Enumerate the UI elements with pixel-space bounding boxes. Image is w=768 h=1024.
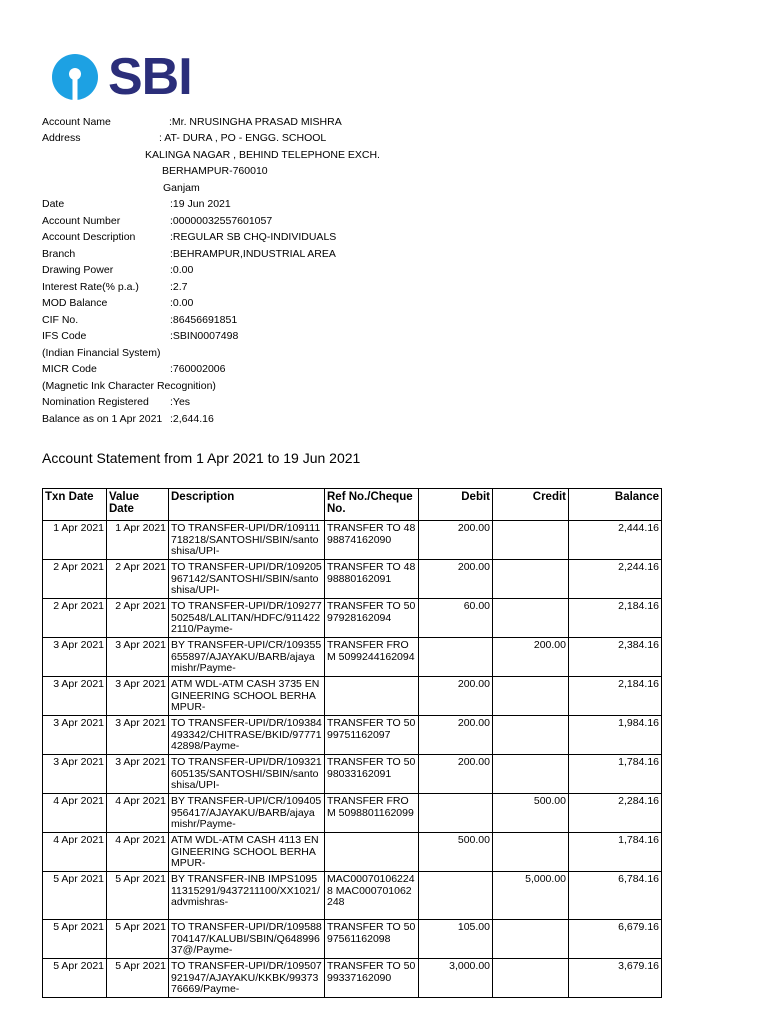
header-debit: Debit <box>419 489 493 521</box>
balance-cell: 6,784.16 <box>569 872 662 920</box>
balance-cell: 2,184.16 <box>569 599 662 638</box>
balance-cell: 1,784.16 <box>569 755 662 794</box>
header-ref-no: Ref No./Cheque No. <box>325 489 419 521</box>
table-header-row <box>43 489 662 521</box>
value-date-cell: 5 Apr 2021 <box>107 872 169 920</box>
value-date-cell: 5 Apr 2021 <box>107 920 169 959</box>
description-cell <box>169 872 325 920</box>
credit-cell <box>493 833 569 872</box>
ref-text: TRANSFER FROM 5099244162094 <box>327 640 415 663</box>
account-info-row <box>42 163 642 179</box>
ref-text: TRANSFER TO 5099337162090 <box>327 961 416 984</box>
table-row <box>43 833 662 872</box>
debit-cell: 200.00 <box>419 677 493 716</box>
ref-no-cell <box>325 638 419 677</box>
balance-cell: 2,244.16 <box>569 560 662 599</box>
info-value: :BEHRAMPUR,INDUSTRIAL AREA <box>170 248 336 260</box>
info-value: Ganjam <box>163 182 200 194</box>
info-value: :Mr. NRUSINGHA PRASAD MISHRA <box>169 116 342 128</box>
header-value-date: Value Date <box>107 489 169 521</box>
account-info-row <box>42 279 642 295</box>
header-balance: Balance <box>569 489 662 521</box>
account-info-row <box>42 312 642 328</box>
table-row <box>43 716 662 755</box>
description-text: TO TRANSFER-UPI/DR/109384493342/CHITRASE/BKID/9777142898/Payme- <box>171 718 322 752</box>
account-info-row <box>42 378 642 394</box>
ref-no-cell <box>325 833 419 872</box>
info-label: Drawing Power <box>42 264 114 276</box>
info-label: Balance as on 1 Apr 2021 <box>42 413 163 425</box>
txn-date-cell: 1 Apr 2021 <box>43 521 107 560</box>
credit-cell <box>493 716 569 755</box>
description-text: TO TRANSFER-UPI/DR/109205967142/SANTOSHI/SBIN/santoshisa/UPI- <box>171 562 322 596</box>
ref-no-cell <box>325 794 419 833</box>
info-value: :0.00 <box>170 297 194 309</box>
account-info-row <box>42 147 642 163</box>
info-value: KALINGA NAGAR , BEHIND TELEPHONE EXCH. <box>145 149 380 161</box>
balance-cell: 2,184.16 <box>569 677 662 716</box>
description-cell <box>169 599 325 638</box>
description-cell <box>169 794 325 833</box>
sbi-keyhole-icon <box>50 52 100 102</box>
account-info-row <box>42 361 642 377</box>
value-date-cell: 5 Apr 2021 <box>107 959 169 998</box>
description-cell <box>169 560 325 599</box>
info-label: MICR Code <box>42 363 97 375</box>
account-info-row <box>42 229 642 245</box>
debit-cell: 60.00 <box>419 599 493 638</box>
description-text: TO TRANSFER-UPI/DR/109277502548/LALITAN/HDFC/9114222110/Payme- <box>171 601 322 635</box>
debit-cell <box>419 872 493 920</box>
ref-no-cell <box>325 677 419 716</box>
description-text: TO TRANSFER-UPI/DR/109588704147/KALUBI/SBIN/Q64899637@/Payme- <box>171 922 322 956</box>
table-row <box>43 521 662 560</box>
account-info-row <box>42 262 642 278</box>
description-cell <box>169 638 325 677</box>
credit-cell: 5,000.00 <box>493 872 569 920</box>
txn-date-cell: 3 Apr 2021 <box>43 677 107 716</box>
header-credit: Credit <box>493 489 569 521</box>
info-label: (Indian Financial System) <box>42 347 161 359</box>
ref-text: TRANSFER TO 5097561162098 <box>327 922 416 945</box>
credit-cell <box>493 599 569 638</box>
info-label: Date <box>42 198 65 210</box>
txn-date-cell: 5 Apr 2021 <box>43 920 107 959</box>
table-row <box>43 794 662 833</box>
description-cell <box>169 677 325 716</box>
ref-no-cell <box>325 560 419 599</box>
txn-date-cell: 4 Apr 2021 <box>43 833 107 872</box>
info-label: Address <box>42 132 81 144</box>
info-label: Account Description <box>42 231 136 243</box>
debit-cell: 105.00 <box>419 920 493 959</box>
table-row <box>43 872 662 920</box>
info-value: :760002006 <box>170 363 226 375</box>
info-value: :2,644.16 <box>170 413 214 425</box>
table-row <box>43 755 662 794</box>
txn-date-cell: 5 Apr 2021 <box>43 959 107 998</box>
table-row <box>43 920 662 959</box>
ref-no-cell <box>325 920 419 959</box>
table-row <box>43 677 662 716</box>
ref-text: TRANSFER TO 5098033162091 <box>327 757 416 780</box>
debit-cell: 3,000.00 <box>419 959 493 998</box>
info-label: Nomination Registered <box>42 396 149 408</box>
table-row <box>43 599 662 638</box>
ref-no-cell <box>325 755 419 794</box>
ref-text: MAC000701062248 MAC000701062248 <box>327 874 415 908</box>
description-text: ATM WDL-ATM CASH 4113 ENGINEERING SCHOOL BERHAMPUR- <box>171 835 319 869</box>
value-date-cell: 2 Apr 2021 <box>107 599 169 638</box>
info-value: :86456691851 <box>170 314 238 326</box>
debit-cell <box>419 638 493 677</box>
debit-cell: 200.00 <box>419 716 493 755</box>
ref-text: TRANSFER TO 5097928162094 <box>327 601 416 624</box>
account-info-row <box>42 328 642 344</box>
credit-cell <box>493 521 569 560</box>
info-value: :2.7 <box>170 281 188 293</box>
description-cell <box>169 833 325 872</box>
balance-cell: 1,784.16 <box>569 833 662 872</box>
account-info-row <box>42 114 642 130</box>
ref-text: TRANSFER TO 4898880162091 <box>327 562 416 585</box>
balance-cell: 1,984.16 <box>569 716 662 755</box>
info-label: MOD Balance <box>42 297 108 309</box>
value-date-cell: 3 Apr 2021 <box>107 755 169 794</box>
info-label: IFS Code <box>42 330 87 342</box>
description-cell <box>169 521 325 560</box>
value-date-cell: 2 Apr 2021 <box>107 560 169 599</box>
info-value: :SBIN0007498 <box>170 330 239 342</box>
debit-cell: 500.00 <box>419 833 493 872</box>
description-text: BY TRANSFER-UPI/CR/109355655897/AJAYAKU/BARB/ajayamishr/Payme- <box>171 640 322 674</box>
description-cell <box>169 755 325 794</box>
sbi-logo <box>50 48 192 106</box>
account-info-row <box>42 345 642 361</box>
description-text: BY TRANSFER-INB IMPS109511315291/9437211100/XX1021/advmishras- <box>171 874 320 908</box>
header-description: Description <box>169 489 325 521</box>
credit-cell: 200.00 <box>493 638 569 677</box>
info-value: :REGULAR SB CHQ-INDIVIDUALS <box>170 231 337 243</box>
txn-date-cell: 3 Apr 2021 <box>43 755 107 794</box>
description-text: TO TRANSFER-UPI/DR/109111718218/SANTOSHI/SBIN/santoshisa/UPI- <box>171 523 321 557</box>
txn-date-cell: 4 Apr 2021 <box>43 794 107 833</box>
account-info-row <box>42 394 642 410</box>
balance-cell: 2,384.16 <box>569 638 662 677</box>
description-cell <box>169 920 325 959</box>
info-label: (Magnetic Ink Character Recognition) <box>42 380 216 392</box>
description-text: ATM WDL-ATM CASH 3735 ENGINEERING SCHOOL BERHAMPUR- <box>171 679 320 713</box>
balance-cell: 3,679.16 <box>569 959 662 998</box>
account-info-row <box>42 295 642 311</box>
value-date-cell: 4 Apr 2021 <box>107 794 169 833</box>
account-info-row <box>42 196 642 212</box>
info-label: CIF No. <box>42 314 79 326</box>
account-info-row <box>42 130 642 146</box>
info-value: :Yes <box>170 396 191 408</box>
description-cell <box>169 959 325 998</box>
ref-no-cell <box>325 959 419 998</box>
credit-cell: 500.00 <box>493 794 569 833</box>
account-info-row <box>42 246 642 262</box>
ref-text: TRANSFER FROM 5098801162099 <box>327 796 414 819</box>
description-cell <box>169 716 325 755</box>
credit-cell <box>493 560 569 599</box>
transactions-table <box>42 488 662 998</box>
debit-cell <box>419 794 493 833</box>
txn-date-cell: 3 Apr 2021 <box>43 716 107 755</box>
txn-date-cell: 5 Apr 2021 <box>43 872 107 920</box>
txn-date-cell: 2 Apr 2021 <box>43 599 107 638</box>
brand-name: SBI <box>108 48 192 106</box>
table-row <box>43 638 662 677</box>
txn-date-cell: 2 Apr 2021 <box>43 560 107 599</box>
description-text: TO TRANSFER-UPI/DR/109321605135/SANTOSHI/SBIN/santoshisa/UPI- <box>171 757 322 791</box>
info-value: BERHAMPUR-760010 <box>162 165 268 177</box>
debit-cell: 200.00 <box>419 755 493 794</box>
credit-cell <box>493 755 569 794</box>
info-label: Account Name <box>42 116 111 128</box>
info-label: Account Number <box>42 215 121 227</box>
info-value: : AT- DURA , PO - ENGG. SCHOOL <box>159 132 327 144</box>
txn-date-cell: 3 Apr 2021 <box>43 638 107 677</box>
ref-no-cell <box>325 716 419 755</box>
info-label: Branch <box>42 248 76 260</box>
description-text: TO TRANSFER-UPI/DR/109507921947/AJAYAKU/KKBK/9937376669/Payme- <box>171 961 322 995</box>
debit-cell: 200.00 <box>419 521 493 560</box>
credit-cell <box>493 959 569 998</box>
statement-title: Account Statement from 1 Apr 2021 to 19 Jun 2021 <box>42 450 361 466</box>
value-date-cell: 4 Apr 2021 <box>107 833 169 872</box>
ref-no-cell <box>325 521 419 560</box>
debit-cell: 200.00 <box>419 560 493 599</box>
transactions-body <box>43 521 662 998</box>
credit-cell <box>493 920 569 959</box>
header-txn-date: Txn Date <box>43 489 107 521</box>
ref-text: TRANSFER TO 4898874162090 <box>327 523 416 546</box>
account-info-row <box>42 180 642 196</box>
balance-cell: 2,284.16 <box>569 794 662 833</box>
info-value: :0.00 <box>170 264 194 276</box>
ref-text: TRANSFER TO 5099751162097 <box>327 718 416 741</box>
description-text: BY TRANSFER-UPI/CR/109405956417/AJAYAKU/BARB/ajayamishr/Payme- <box>171 796 322 830</box>
table-row <box>43 560 662 599</box>
info-value: :19 Jun 2021 <box>170 198 231 210</box>
balance-cell: 6,679.16 <box>569 920 662 959</box>
value-date-cell: 3 Apr 2021 <box>107 677 169 716</box>
account-info-row <box>42 213 642 229</box>
value-date-cell: 3 Apr 2021 <box>107 716 169 755</box>
info-label: Interest Rate(% p.a.) <box>42 281 139 293</box>
value-date-cell: 1 Apr 2021 <box>107 521 169 560</box>
ref-no-cell <box>325 599 419 638</box>
balance-cell: 2,444.16 <box>569 521 662 560</box>
account-info-row <box>42 411 642 427</box>
info-value: :00000032557601057 <box>170 215 273 227</box>
credit-cell <box>493 677 569 716</box>
ref-no-cell <box>325 872 419 920</box>
table-row <box>43 959 662 998</box>
value-date-cell: 3 Apr 2021 <box>107 638 169 677</box>
